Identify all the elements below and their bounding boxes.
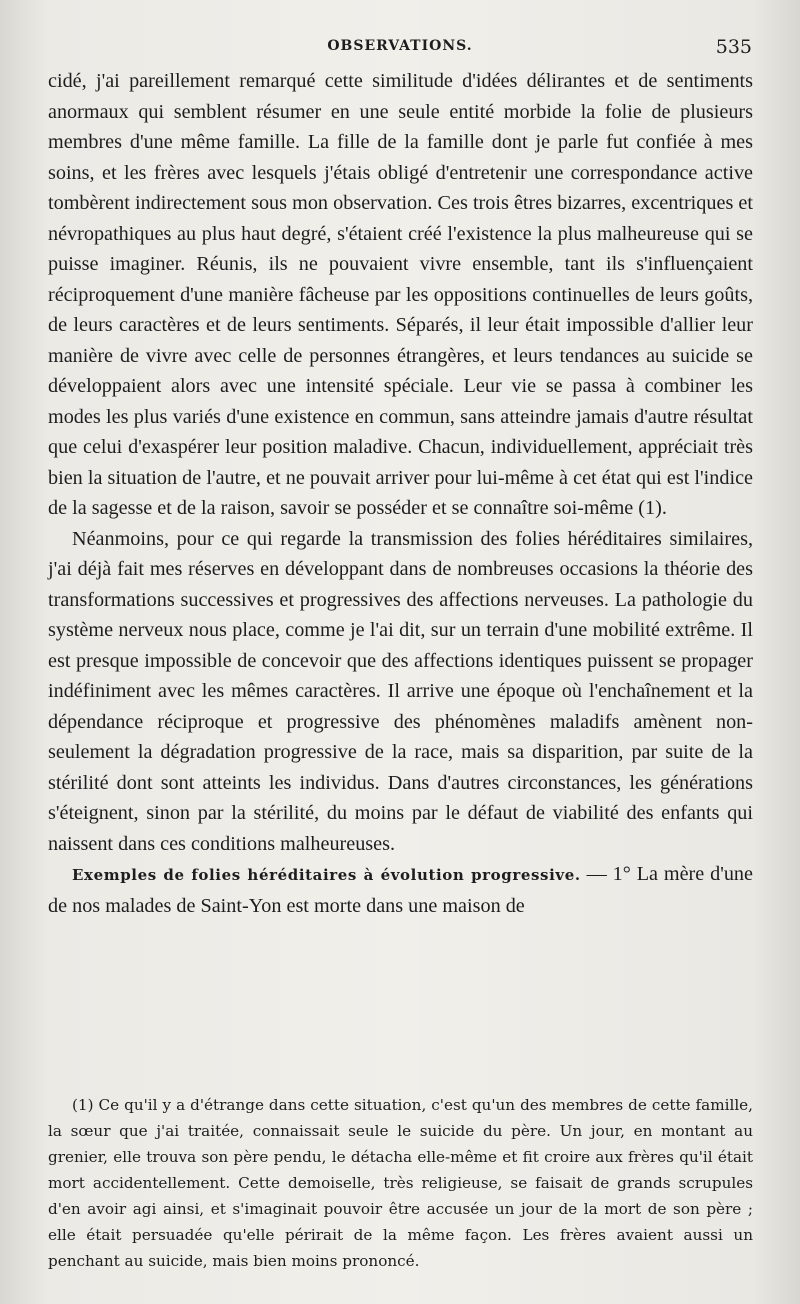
running-head [48,38,752,62]
page-number: 535 [715,36,752,58]
paragraph: Néanmoins, pour ce qui regarde la transmission des folies héréditaires similaires, j'ai déjà fait mes réserves en développant dans de nombreuses occasions la théorie des transformations successives et progressives des affections nerveuses. La pathologie du système nerveux nous place, comme je l'ai dit, sur un terrain d'une mobilité extrême. Il est presque impossible de concevoir que des affections identiques puissent se propager indéfiniment avec les mêmes caractères. Il arrive une époque où l'enchaînement et la dépendance réciproque et progressive des phénomènes maladifs amènent non-seulement la dégradation progressive de la race, mais sa disparition, par suite de la stérilité dont sont atteints les individus. Dans d'autres circonstances, les générations s'éteignent, sinon par la stérilité, du moins par le défaut de viabilité des enfants qui naissent dans ces conditions malheureuses. [48,527,753,855]
body-text [48,66,753,921]
footnote: (1) Ce qu'il y a d'étrange dans cette situation, c'est qu'un des membres de cette famille, la sœur que j'ai traitée, connaissait seule le suicide du père. Un jour, en montant au grenier, elle trouva son père pendu, le détacha elle-même et fit croire aux frères qu'il était mort accidentellement. Cette demoiselle, très religieuse, se faisait de grands scrupules d'en avoir agi ainsi, et s'imaginait pouvoir être accusée un jour de la mort de son père ; elle était persuadée qu'elle périrait de la même façon. Les frères avaient aussi un penchant au suicide, mais bien moins prononcé. [48,1096,753,1270]
footnotes [48,1092,753,1274]
section-heading: Exemples de folies héréditaires à évolution progressive. [72,866,581,884]
section-paragraph [48,859,753,921]
section-text: — 1° La mère d'une de nos malades de Saint-Yon est morte dans une maison de [48,863,753,917]
paragraph-continued: cidé, j'ai pareillement remarqué cette similitude d'idées délirantes et de sentiments anormaux qui semblent résumer en une seule entité morbide la folie de plusieurs membres d'une même famille. La fille de la famille dont je parle fut confiée à mes soins, et les frères avec lesquels j'étais obligé d'entretenir une correspondance active tombèrent indirectement sous mon observation. Ces trois êtres bizarres, excentriques et névropathiques au plus haut degré, s'étaient créé l'existence la plus malheureuse qui se puisse imaginer. Réunis, ils ne pouvaient vivre ensemble, tant ils s'influençaient réciproquement d'une manière fâcheuse par les oppositions continuelles de leurs goûts, de leurs caractères et de leurs sentiments. Séparés, il leur était impossible d'allier leur manière de vivre avec celle de personnes étrangères, et leurs tendances au suicide se développaient alors avec une intensité spéciale. Leur vie se passa à combiner les modes les plus variés d'une existence en commun, sans atteindre jamais d'autre résultat que celui d'exaspérer leur position maladive. Chacun, individuellement, appréciait très bien la situation de l'autre, et ne pouvait arriver pour lui-même à cet état qui est l'indice de la sagesse et de la raison, savoir se posséder et se connaître soi-même (1). [48,70,753,519]
running-title: OBSERVATIONS. [327,38,473,54]
